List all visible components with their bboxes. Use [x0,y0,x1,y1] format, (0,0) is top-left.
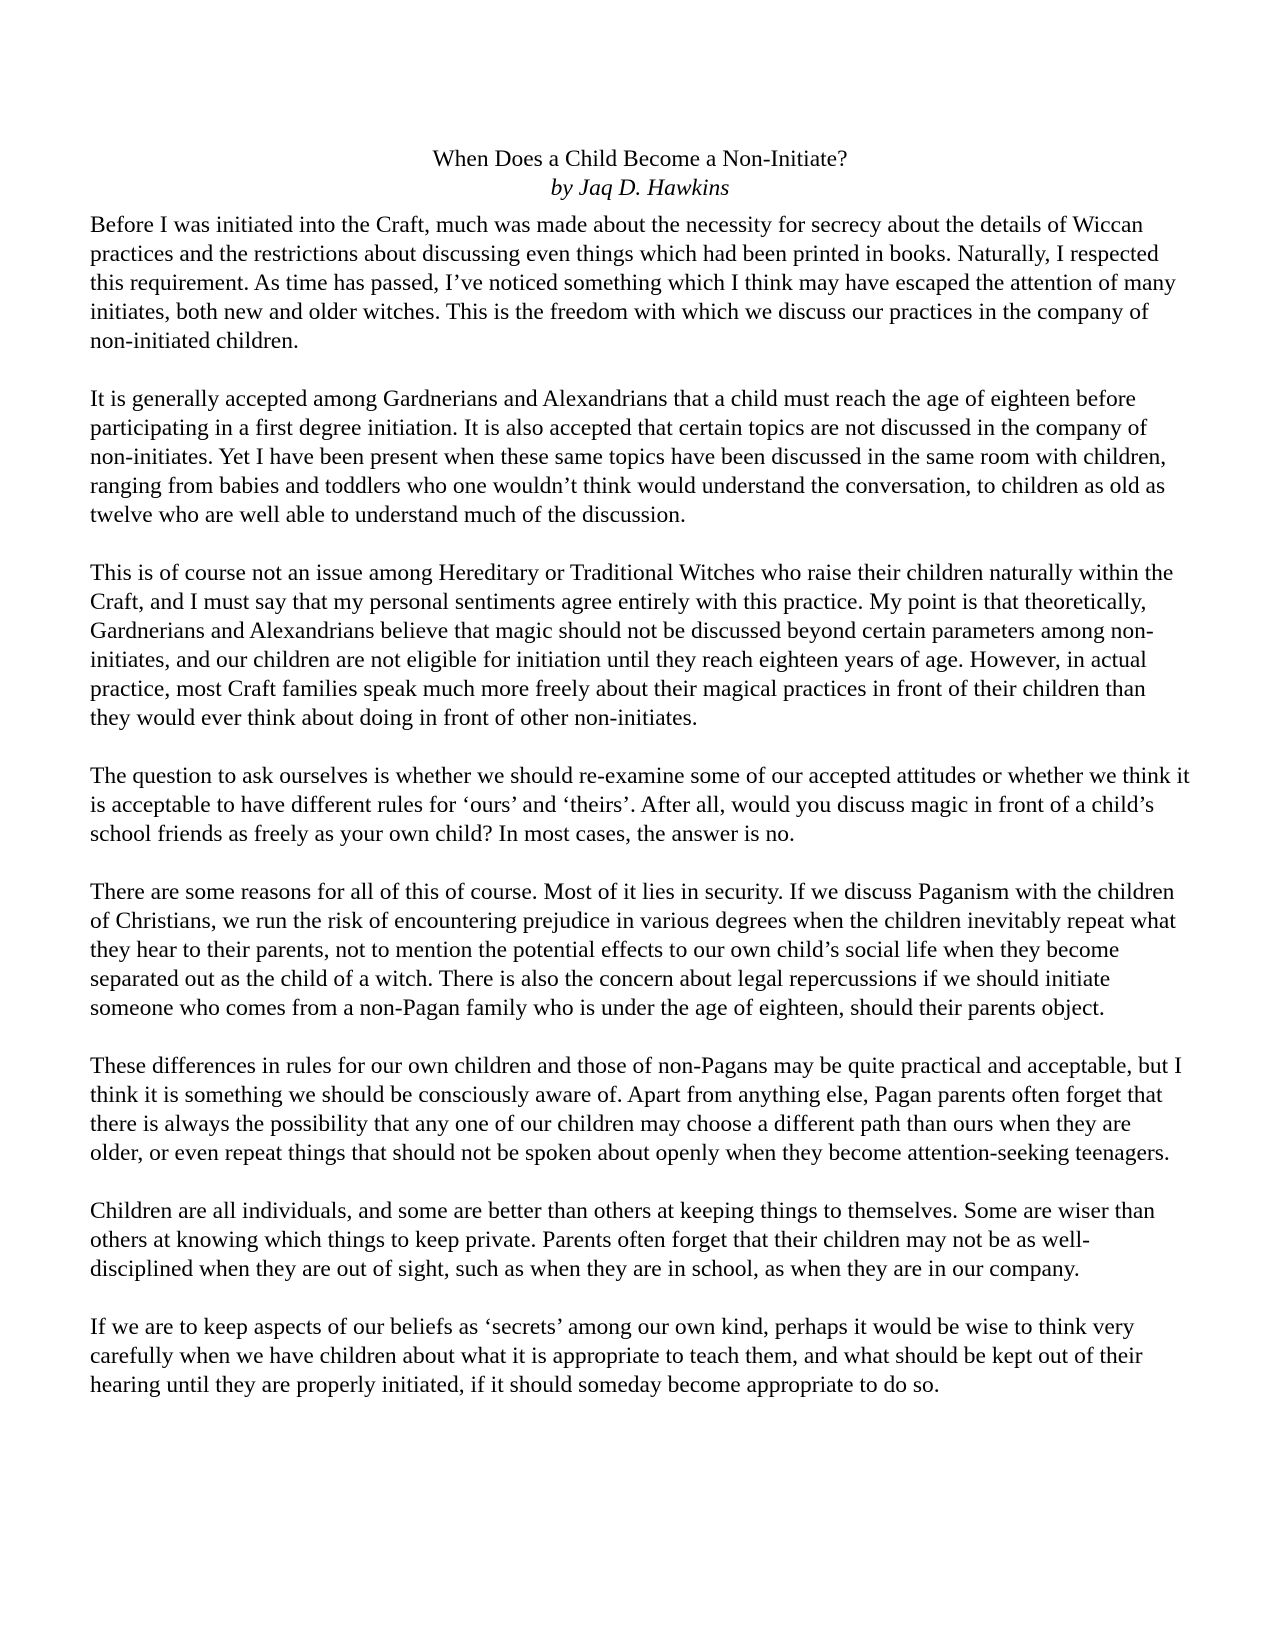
paragraph-8: If we are to keep aspects of our beliefs as ‘secrets’ among our own kind, perhaps it would be wise to think very carefully when we have children about what it is appropriate to teach them, and what should be kept out of their hearing until they are properly initiated, if it should someday become appropriate to do so. [90,1314,1143,1398]
article-title: When Does a Child Become a Non-Initiate? [432,146,848,172]
paragraph-6: These differences in rules for our own children and those of non-Pagans may be quite practical and acceptable, but I think it is something we should be consciously aware of. Apart from anything else, Pagan parents often forget that there is always the possibility that any one of our children may choose a different path than ours when they are older, or even repeat things that should not be spoken about openly when they become attention-seeking teenagers. [90,1053,1182,1166]
paragraph-2: It is generally accepted among Gardnerians and Alexandrians that a child must reach the age of eighteen before participating in a first degree initiation. It is also accepted that certain topics are not discussed in the company of non-initiates. Yet I have been present when these same topics have been discussed in the same room with children, ranging from babies and toddlers who one wouldn’t think would understand the conversation, to children as old as twelve who are well able to understand much of the discussion. [90,386,1167,528]
paragraph-7: Children are all individuals, and some are better than others at keeping things to themselves. Some are wiser than others at knowing which things to keep private. Parents often forget that their children may not be as well-disciplined when they are out of sight, such as when they are in school, as when they are in our company. [90,1198,1156,1282]
article-byline: by Jaq D. Hawkins [550,175,730,201]
paragraph-5: There are some reasons for all of this of course. Most of it lies in security. If we discuss Paganism with the children of Christians, we run the risk of encountering prejudice in various degrees when the children inevitably repeat what they hear to their parents, not to mention the potential effects to our own child’s social life when they become separated out as the child of a witch. There is also the concern about legal repercussions if we should initiate someone who comes from a non-Pagan family who is under the age of eighteen, should their parents object. [90,879,1176,1021]
paragraph-3: This is of course not an issue among Hereditary or Traditional Witches who raise their children naturally within the Craft, and I must say that my personal sentiments agree entirely with this practice. My point is that theoretically, Gardnerians and Alexandrians believe that magic should not be discussed beyond certain parameters among non-initiates, and our children are not eligible for initiation until they reach eighteen years of age. However, in actual practice, most Craft families speak much more freely about their magical practices in front of their children than they would ever think about doing in front of other non-initiates. [90,560,1174,731]
paragraph-1: Before I was initiated into the Craft, much was made about the necessity for secrecy about the details of Wiccan practices and the restrictions about discussing even things which had been printed in books. Naturally, I respected this requirement. As time has passed, I’ve noticed something which I think may have escaped the attention of many initiates, both new and older witches. This is the freedom with which we discuss our practices in the company of non-initiated children. [90,212,1176,354]
paragraph-4: The question to ask ourselves is whether we should re-examine some of our accepted attitudes or whether we think it is acceptable to have different rules for ‘ours’ and ‘theirs’. After all, would you discuss magic in front of a child’s school friends as freely as your own child? In most cases, the answer is no. [90,763,1190,847]
